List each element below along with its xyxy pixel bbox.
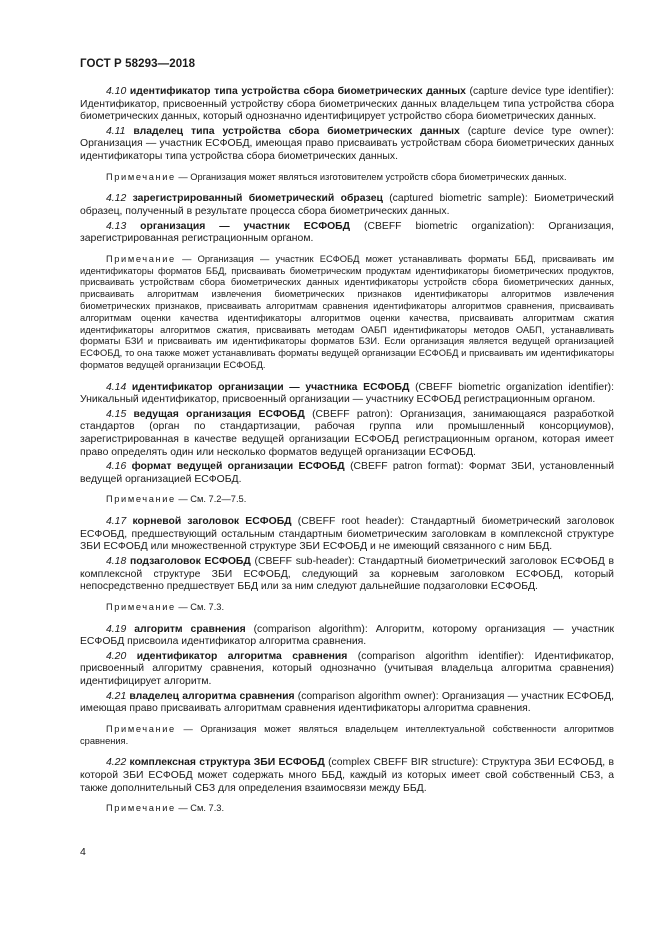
term-title: идентификатор типа устройства сбора биометрических данных — [129, 86, 466, 97]
note-label: Примечание — [106, 601, 176, 612]
note-text: — Организация может являться изготовителем устройств сбора биометрических данных. — [175, 171, 567, 182]
note — [80, 494, 614, 506]
term-definition: (capture device type identifier): Идентификатор, присвоенный устройству сбора биометрических данных владельцем типа устройства сбора биометрических данных, который однозначно идентифицирует устройство сбора биометрических данных. — [80, 86, 614, 123]
term-number: 4.14 — [106, 381, 127, 393]
term-number: 4.10 — [106, 86, 127, 97]
term-number: 4.21 — [106, 690, 127, 702]
term-title: идентификатор организации — участника ЕСФОБД — [131, 381, 410, 393]
term-title: организация — участник ЕСФОБД — [140, 220, 351, 232]
term-entry-4-12 — [80, 193, 614, 218]
term-entry-4-20 — [80, 651, 614, 689]
term-number: 4.17 — [106, 516, 127, 528]
document-header: ГОСТ Р 58293—2018 — [80, 58, 196, 70]
note — [80, 602, 614, 614]
term-entry-4-18 — [80, 556, 614, 594]
note-label: Примечание — [106, 171, 176, 182]
term-title: ведущая организация ЕСФОБД — [133, 408, 305, 420]
term-title: зарегистрированный биометрический образец — [132, 193, 383, 205]
term-entry-4-21 — [80, 691, 614, 716]
note-text: — См. 7.3. — [175, 601, 225, 612]
term-title: подзаголовок ЕСФОБД — [129, 556, 251, 568]
term-definition: (CBEFF biometric organization): Организация, зарегистрированная регистрационным органом. — [80, 220, 614, 245]
term-title: владелец алгоритма сравнения — [129, 690, 295, 702]
note-label: Примечание — [106, 253, 176, 264]
term-definition: (CBEFF patron): Организация, занимающаяся разработкой стандартов (орган по стандартизации, рабочая группа или промышленный консорциумов), зарегистрированная в качестве ведущей организации ЕСФОБД регистрационным органом, которая имеет право определять один или несколько форматов ведущей организации ЕСФОБД. — [80, 408, 615, 458]
term-definition: (comparison algorithm): Алгоритм, которому организация — участник ЕСФОБД присвоила идентификатор алгоритма сравнения. — [80, 623, 615, 648]
term-definition: (comparison algorithm identifier): Идентификатор, присвоенный алгоритму сравнения, который однозначно (учитывая владельца алгоритма сравнения) идентифицирует алгоритм. — [80, 650, 615, 687]
term-number: 4.19 — [106, 623, 127, 635]
term-definition: (CBEFF patron format): Формат ЗБИ, установленный ведущей организацией ЕСФОБД. — [80, 461, 615, 485]
term-definition: (comparison algorithm owner): Организация — участник ЕСФОБД, имеющая право присваивать алгоритмам сравнения идентификаторы алгоритма сравнения. — [80, 690, 614, 715]
term-entry-4-15 — [80, 409, 614, 459]
note — [80, 803, 614, 815]
note-text: — См. 7.2—7.5. — [175, 494, 247, 505]
term-title: корневой заголовок ЕСФОБД — [132, 516, 292, 528]
note — [80, 172, 614, 184]
term-number: 4.16 — [106, 461, 127, 473]
term-number: 4.13 — [106, 220, 127, 232]
term-definition: (capture device type owner): Организация — участник ЕСФОБД, имеющая право присваивать устройствам сбора биометрических данных идентификаторы типа устройства сбора биометрических данных. — [80, 125, 614, 162]
term-entry-4-17 — [80, 516, 614, 554]
term-number: 4.11 — [106, 125, 126, 137]
term-entry-4-16 — [80, 461, 614, 486]
term-number: 4.12 — [106, 193, 127, 205]
term-entry-4-14 — [80, 382, 614, 407]
term-entry-4-11 — [80, 126, 614, 164]
term-title: алгоритм сравнения — [134, 623, 246, 635]
note-label: Примечание — [106, 803, 176, 814]
term-title: комплексная структура ЗБИ ЕСФОБД — [129, 757, 325, 769]
term-number: 4.18 — [106, 556, 127, 568]
note-text: — Организация — участник ЕСФОБД может устанавливать форматы ББД, присваивать им идентификаторы форматов ББД, присваивать биометрическим продуктам идентификаторы биометрических продуктов, присваивать устройствам сбора биометрических данных идентификаторы устройств сбора биометрических данных, присваивать алгоритмам извлечения биометрических признаков идентификаторы алгоритмов извлечения биометрических признаков, присваивать алгоритмам сравнения идентификаторы алгоритмов сравнения, присваивать алгоритмам оценки качества идентификаторы алгоритмов оценки качества, присваивать алгоритмам сжатия идентификаторы алгоритмов сжатия, присваивать методам ОАБП идентификаторы методов ОАБП, устанавливать форматы БЗИ и присваивать им идентификаторы форматов БЗИ. Если организация является ведущей организацией ЕСФОБД, то она также может устанавливать форматы ведущей организации ЕСФОБД и присваивать им идентификаторы форматов ведущей организации ЕСФОБД. — [80, 253, 614, 370]
note — [80, 254, 614, 372]
term-title: идентификатор алгоритма сравнения — [136, 650, 348, 662]
page-number: 4 — [80, 846, 86, 858]
term-definition: (CBEFF root header): Стандартный биометрический заголовок ЕСФОБД, предшествующий остальным стандартным биометрическим заголовкам в комплексной структуре ЗБИ ЕСФОБД или множественной структуре ЗБИ ЕСФОБД и не имеющий связанного с ним ББД. — [80, 516, 615, 553]
term-entry-4-22 — [80, 757, 614, 795]
term-number: 4.20 — [106, 650, 127, 662]
term-definition: (CBEFF biometric organization identifier): Уникальный идентификатор, присвоенный организации — участнику ЕСФОБД регистрационным органом. — [80, 381, 614, 406]
note-label: Примечание — [106, 723, 176, 734]
term-entry-4-13 — [80, 221, 614, 246]
term-definition: (captured biometric sample): Биометрический образец, полученный в результате процесса сбора биометрических данных. — [80, 193, 614, 217]
entries-container — [80, 86, 614, 815]
term-entry-4-19 — [80, 624, 614, 649]
term-title: владелец типа устройства сбора биометрических данных — [133, 125, 460, 137]
term-entry-4-10 — [80, 86, 614, 124]
note-text: — См. 7.3. — [175, 803, 225, 814]
term-definition: (CBEFF sub-header): Стандартный биометрический заголовок ЕСФОБД в комплексной структуре ЗБИ ЕСФОБД, следующий за корневым заголовком ЕСФОБД, который непосредственно предшествует ББД или за ним следуют дальнейшие подзаголовки ЕСФОБД. — [80, 556, 615, 593]
term-number: 4.15 — [106, 408, 127, 420]
note — [80, 724, 614, 748]
note-label: Примечание — [106, 494, 176, 505]
term-number: 4.22 — [106, 757, 127, 769]
note-text: — Организация может являться владельцем интеллектуальной собственности алгоритмов сравнения. — [80, 723, 614, 746]
document-page — [80, 58, 614, 825]
term-definition: (complex CBEFF BIR structure): Структура ЗБИ ЕСФОБД, в которой ЗБИ ЕСФОБД может содержать много ББД, каждый из которых имеет свой собственный СБЗ, а также дополнительный СБЗ для определения взаимосвязи между ББД. — [80, 757, 614, 794]
term-title: формат ведущей организации ЕСФОБД — [131, 461, 345, 473]
